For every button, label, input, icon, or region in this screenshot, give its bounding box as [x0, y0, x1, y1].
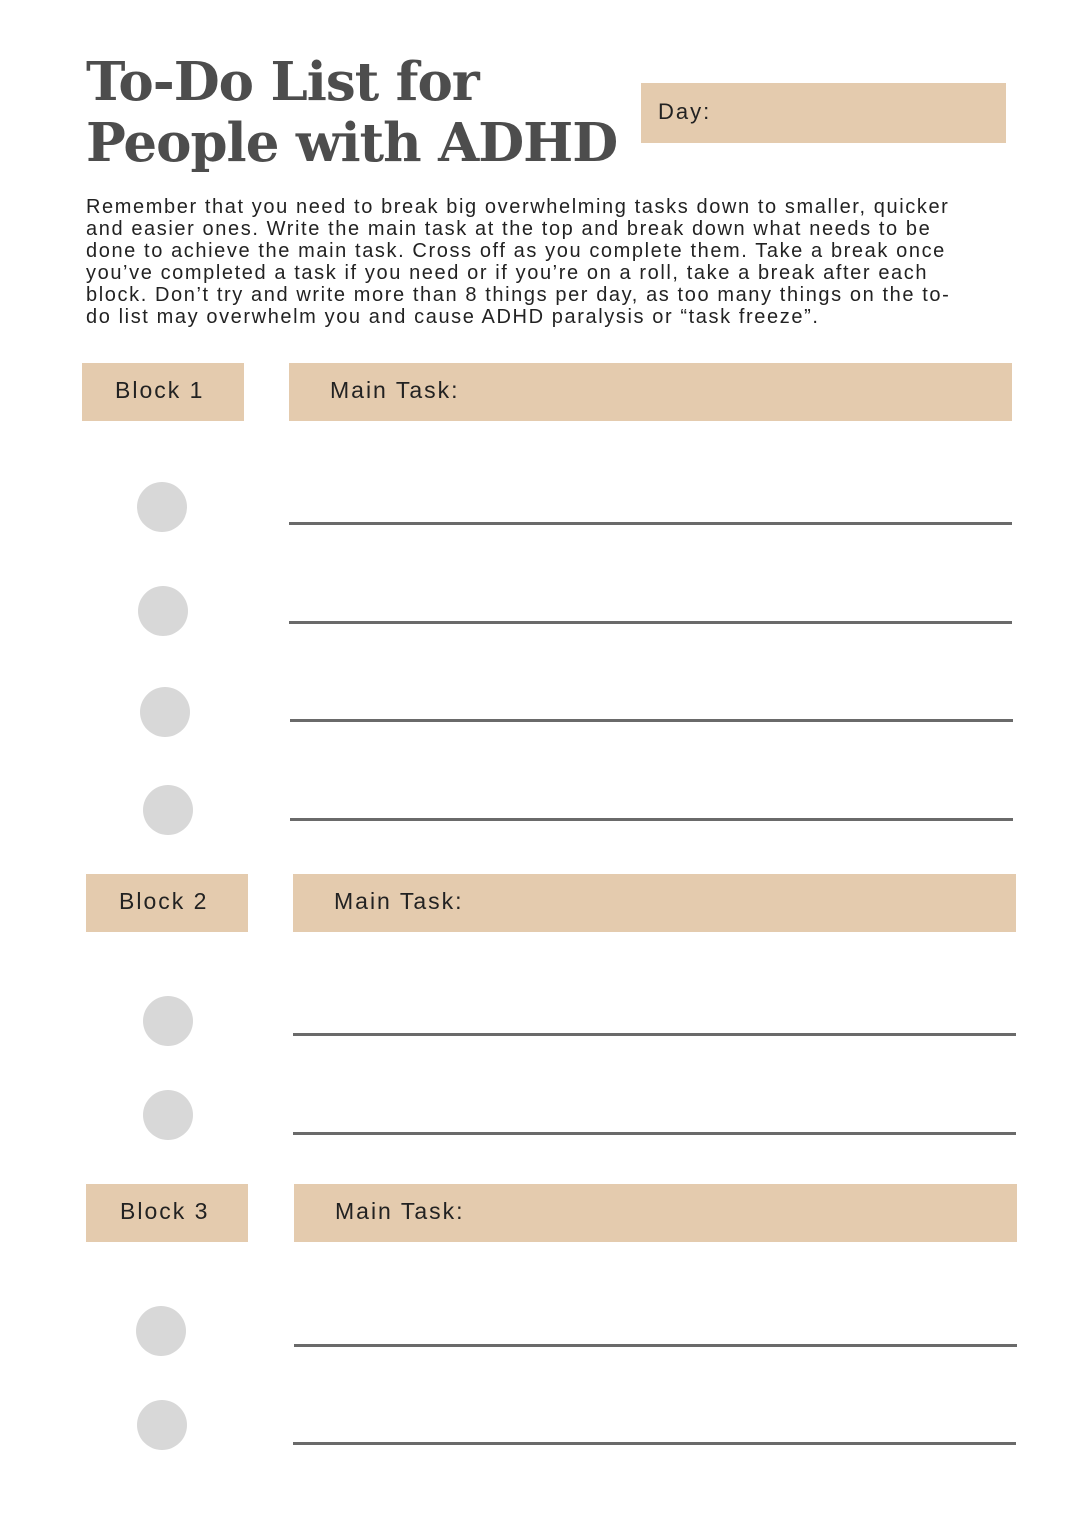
- block-1-subtask-3-line[interactable]: [290, 719, 1013, 722]
- block-1-subtask-2-line[interactable]: [289, 621, 1012, 624]
- block-1-subtask-4-line[interactable]: [290, 818, 1013, 821]
- block-1-subtask-4-checkbox[interactable]: [143, 785, 193, 835]
- block-1-label-box: [82, 363, 244, 421]
- intro-line: and easier ones. Write the main task at the top and break down what needs to be: [86, 218, 932, 240]
- block-2-subtask-2-line[interactable]: [293, 1132, 1016, 1135]
- block-1-subtask-1-line[interactable]: [289, 522, 1012, 525]
- block-1-subtask-2-checkbox[interactable]: [138, 586, 188, 636]
- block-2-main-task-field[interactable]: [293, 874, 1016, 932]
- block-3-label: Block 3: [120, 1198, 210, 1224]
- block-1-subtask-3-checkbox[interactable]: [140, 687, 190, 737]
- block-2-label-box: [86, 874, 248, 932]
- block-2-label: Block 2: [119, 888, 209, 914]
- block-3-subtask-2-line[interactable]: [293, 1442, 1016, 1445]
- intro-line: Remember that you need to break big overwhelming tasks down to smaller, quicker: [86, 196, 950, 218]
- block-3-subtask-1-line[interactable]: [294, 1344, 1017, 1347]
- block-3-subtask-1-checkbox[interactable]: [136, 1306, 186, 1356]
- page-title: [86, 52, 626, 174]
- block-2-subtask-1-checkbox[interactable]: [143, 996, 193, 1046]
- block-1-label: Block 1: [115, 377, 205, 403]
- block-1-subtask-1-checkbox[interactable]: [137, 482, 187, 532]
- intro-line: block. Don’t try and write more than 8 things per day, as too many things on the to-: [86, 284, 951, 306]
- title-line-1: To-Do List for: [86, 51, 479, 113]
- title-line-2: People with ADHD: [86, 112, 618, 174]
- block-2-subtask-2-checkbox[interactable]: [143, 1090, 193, 1140]
- block-1-main-task-label: Main Task:: [330, 377, 460, 403]
- block-2-subtask-1-line[interactable]: [293, 1033, 1016, 1036]
- block-3-main-task-field[interactable]: [294, 1184, 1017, 1242]
- intro-line: you’ve completed a task if you need or if you’re on a roll, take a break after each: [86, 262, 929, 284]
- intro-line: do list may overwhelm you and cause ADHD paralysis or “task freeze”.: [86, 306, 820, 328]
- block-3-label-box: [86, 1184, 248, 1242]
- intro-line: done to achieve the main task. Cross off as you complete them. Take a break once: [86, 240, 946, 262]
- intro-paragraph: [86, 196, 1006, 328]
- day-field[interactable]: [641, 83, 1006, 143]
- block-2-main-task-label: Main Task:: [334, 888, 464, 914]
- block-3-subtask-2-checkbox[interactable]: [137, 1400, 187, 1450]
- block-1-main-task-field[interactable]: [289, 363, 1012, 421]
- block-3-main-task-label: Main Task:: [335, 1198, 465, 1224]
- day-label: Day:: [658, 99, 712, 124]
